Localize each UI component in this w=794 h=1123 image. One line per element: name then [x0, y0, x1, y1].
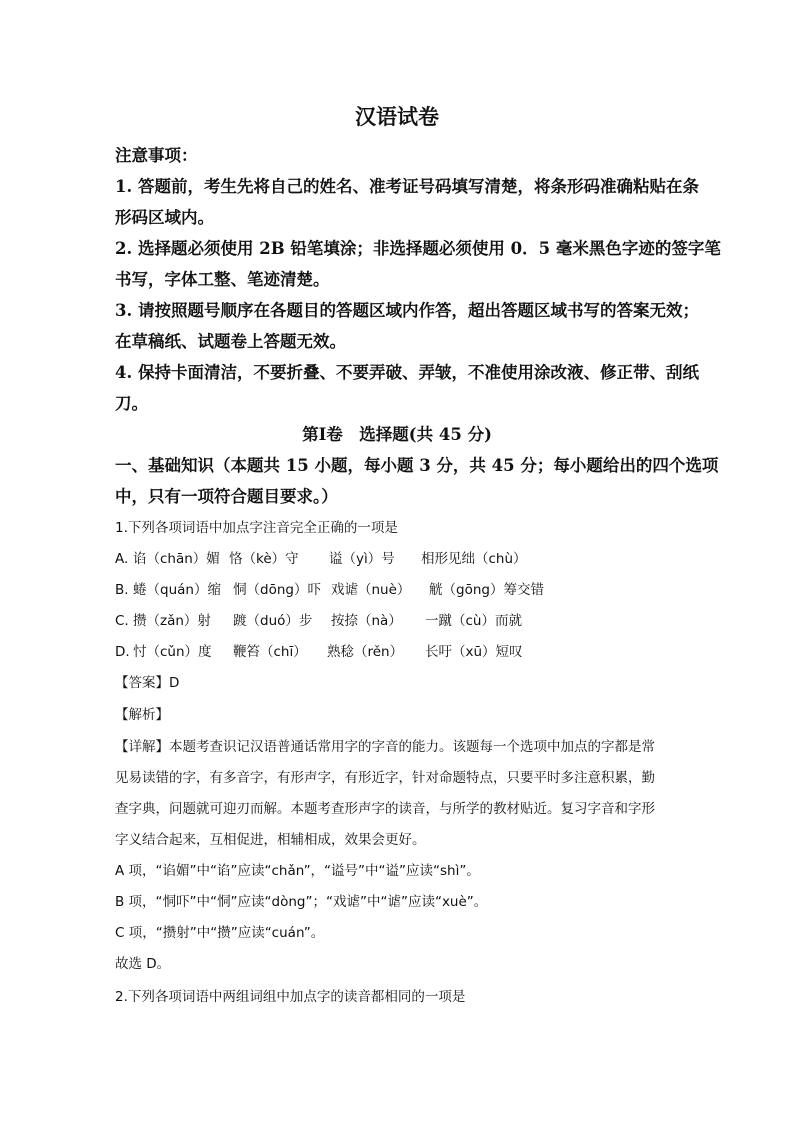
- option-item: 蜷（quán）缩: [133, 582, 221, 598]
- notice-line: 3. 请按照题号顺序在各题目的答题区域内作答，超出答题区域书写的答案无效；: [115, 301, 699, 320]
- answer-value: D: [169, 675, 180, 691]
- answer-line: [115, 673, 179, 693]
- notice-line: 在草稿纸、试题卷上答题无效。: [115, 332, 346, 351]
- explanation-line: B 项，“恫吓”中“恫”应读“dòng”；“戏谑”中“谑”应读“xuè”。: [115, 894, 488, 910]
- option-item: 恫（dōng）吓: [233, 582, 321, 598]
- option-item: 一蹴（cù）而就: [425, 613, 522, 629]
- part-heading-line: 一、基础知识（本题共 15 小题，每小题 3 分，共 45 分；每小题给出的四个选项: [115, 456, 719, 475]
- detail-line: 查字典，问题就可迎刃而解。本题考查形声字的读音，与所学的教材贴近。复习字音和字形: [115, 801, 655, 817]
- explanation-line: C 项，“攒射”中“攒”应读“cuán”。: [115, 925, 325, 941]
- option-item: 恪（kè）守: [229, 551, 299, 567]
- page-title: 汉语试卷: [355, 104, 439, 129]
- notice-heading: 注意事项：: [115, 146, 198, 165]
- notice-line: 2. 选择题必须使用 2B 铅笔填涂；非选择题必须使用 0．5 毫米黑色字迹的签字笔: [115, 239, 721, 258]
- notice-line: 1. 答题前，考生先将自己的姓名、准考证号码填写清楚，将条形码准确粘贴在条: [115, 177, 699, 196]
- option-item: 熟稔（rěn）: [327, 644, 404, 660]
- question-1-stem: 1.下列各项词语中加点字注音完全正确的一项是: [115, 520, 398, 536]
- option-item: 谄（chān）媚: [133, 551, 220, 567]
- answer-tag: 【答案】: [115, 675, 169, 691]
- detail-line: 字义结合起来，互相促进，相辅相成，效果会更好。: [115, 832, 426, 848]
- option-item: 踱（duó）步: [233, 613, 313, 629]
- explanation-line: 故选 D。: [115, 956, 171, 972]
- detail-line: 见易读错的字，有多音字，有形声字，有形近字，针对命题特点，只要平时多注意积累，勤: [115, 770, 655, 786]
- notice-line: 4. 保持卡面清洁，不要折叠、不要弄破、弄皱，不准使用涂改液、修正带、刮纸: [115, 363, 699, 382]
- analysis-tag: 【解析】: [115, 707, 169, 723]
- question-1-option-c: [115, 611, 675, 631]
- explanation-line: A 项，“谄媚”中“谄”应读“chǎn”，“谥号”中“谥”应读“shì”。: [115, 863, 480, 879]
- detail-text: 本题考查识记汉语普通话常用字的字音的能力。该题每一个选项中加点的字都是常: [169, 739, 655, 755]
- option-item: 谥（yì）号: [329, 551, 395, 567]
- option-item: 戏谑（nuè）: [331, 582, 411, 598]
- option-item: 鞭笞（chī）: [233, 644, 307, 660]
- question-1-option-a: [115, 549, 675, 569]
- option-label: A.: [115, 551, 129, 567]
- option-label: C.: [115, 613, 129, 629]
- part-heading-line: 中，只有一项符合题目要求。）: [115, 487, 338, 506]
- option-label: B.: [115, 582, 129, 598]
- detail-tag: 【详解】: [115, 739, 169, 755]
- section-heading: 第Ⅰ卷 选择题(共 45 分): [302, 425, 492, 444]
- detail-line: [115, 737, 655, 757]
- question-1-option-d: [115, 642, 675, 662]
- question-2-stem: 2.下列各项词语中两组词组中加点字的读音都相同的一项是: [115, 989, 466, 1005]
- notice-line: 形码区域内。: [115, 208, 214, 227]
- option-item: 相形见绌（chù）: [421, 551, 527, 567]
- option-label: D.: [115, 644, 130, 660]
- notice-line: 书写，字体工整、笔迹清楚。: [115, 270, 330, 289]
- question-1-option-b: [115, 580, 675, 600]
- option-item: 按捺（nà）: [331, 613, 402, 629]
- option-item: 觥（gōng）筹交错: [429, 582, 544, 598]
- option-item: 忖（cǔn）度: [133, 644, 212, 660]
- option-item: 攒（zǎn）射: [133, 613, 211, 629]
- option-item: 长吁（xū）短叹: [425, 644, 523, 660]
- notice-line: 刀。: [115, 394, 148, 413]
